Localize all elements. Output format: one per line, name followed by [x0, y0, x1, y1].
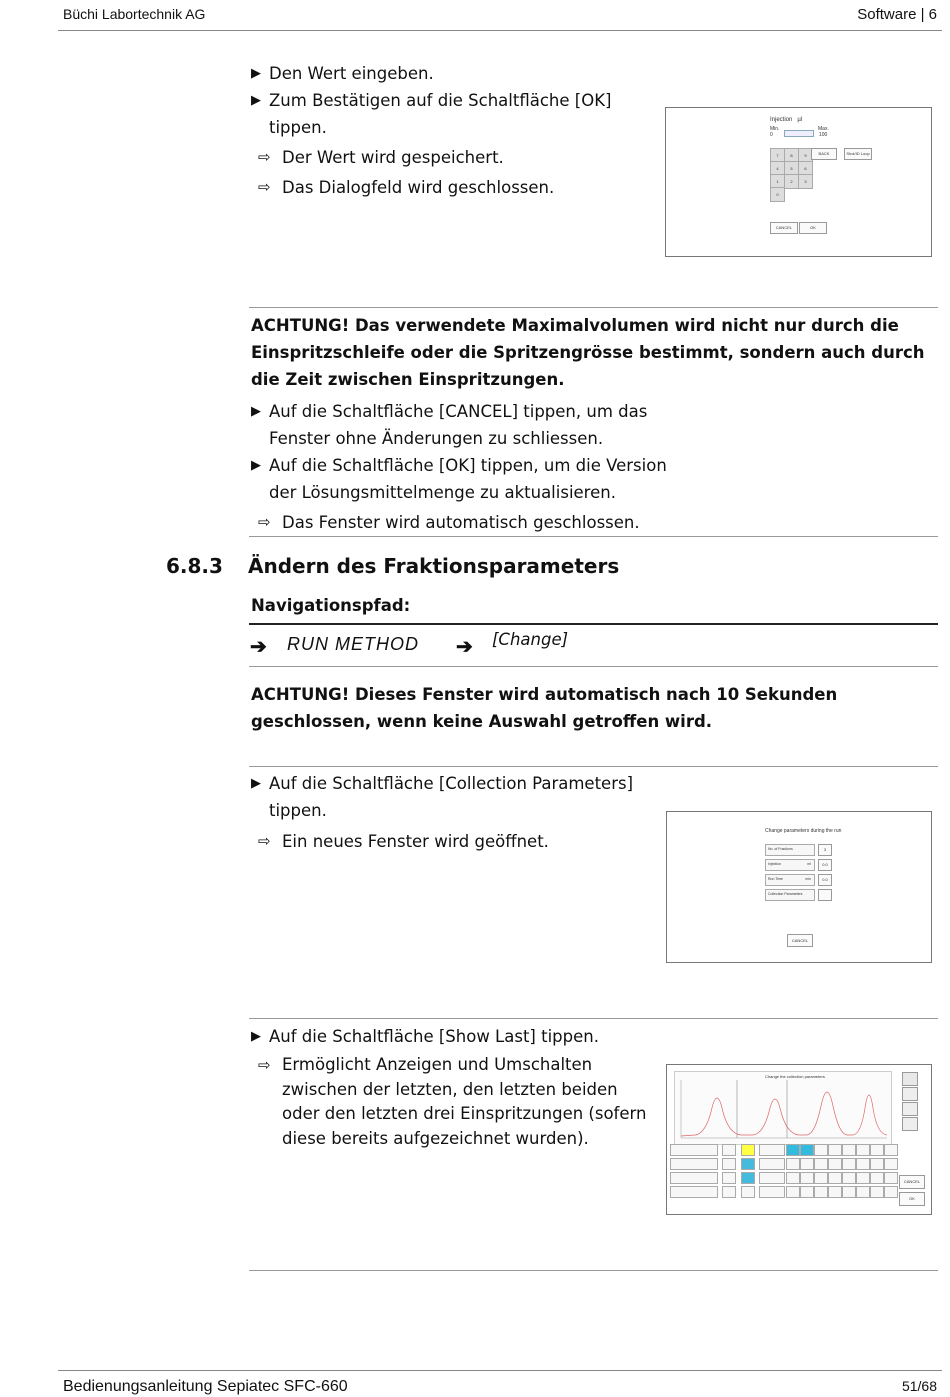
footer-rule — [58, 1370, 942, 1371]
parameter-label: Injection — [768, 862, 782, 866]
ok-button[interactable]: OK — [799, 222, 827, 234]
grid-cell[interactable] — [722, 1144, 736, 1156]
grid-cell[interactable] — [884, 1172, 898, 1184]
injection-dialog-screenshot — [665, 107, 932, 257]
show-last-button[interactable] — [902, 1072, 918, 1086]
dialog-title: Injection µl — [770, 117, 803, 123]
grid-cell[interactable] — [786, 1158, 800, 1170]
grid-cell[interactable] — [870, 1158, 884, 1170]
grid-cell[interactable] — [856, 1186, 870, 1198]
grid-cell[interactable] — [870, 1172, 884, 1184]
keypad-key[interactable]: 0 — [770, 187, 785, 202]
parameter-value-button[interactable]: 0.0 — [818, 859, 832, 871]
grid-cell[interactable] — [741, 1186, 755, 1198]
section-number: 6.8.3 — [166, 554, 223, 578]
divider — [249, 766, 938, 767]
back-button[interactable]: BACK — [811, 148, 837, 160]
warning-text: ACHTUNG! Das verwendete Maximalvolumen wird nicht nur durch die Einspritzschleife oder die Spritzengrösse bestimmt, sondern auch durch die Zeit zwischen Einspritzungen. — [251, 316, 925, 389]
grid-cell[interactable] — [786, 1144, 800, 1156]
grid-cell[interactable] — [814, 1158, 828, 1170]
parameter-field — [765, 844, 815, 856]
step-item: ▶ Auf die Schaltfläche [Show Last] tippen. — [251, 1023, 649, 1050]
grid-cell[interactable] — [722, 1172, 736, 1184]
footer-page: 51/68 — [901, 1378, 937, 1394]
grid-cell[interactable] — [856, 1172, 870, 1184]
grid-cell[interactable] — [741, 1172, 755, 1184]
nav-arrow-icon: ➔ — [456, 636, 473, 658]
step-marker-icon: ▶ — [251, 776, 261, 791]
value-field[interactable] — [784, 130, 814, 137]
grid-cell[interactable] — [842, 1144, 856, 1156]
parameter-value-button[interactable]: 0.0 — [818, 874, 832, 886]
result-item: ⇨ Der Wert wird gespeichert. — [258, 144, 504, 171]
nav-rule — [249, 623, 938, 625]
parameter-unit: min — [805, 877, 811, 881]
section-title: Ändern des Fraktionsparameters — [248, 554, 620, 578]
divider — [249, 307, 938, 308]
keypad-key[interactable]: 7 — [770, 148, 785, 163]
parameter-label: Run Time — [768, 877, 783, 881]
nav-item-run-method: RUN METHOD — [287, 634, 419, 654]
grid-cell[interactable] — [759, 1158, 785, 1170]
keypad-key[interactable]: 1 — [770, 174, 785, 189]
grid-cell[interactable] — [741, 1144, 755, 1156]
grid-cell[interactable] — [884, 1144, 898, 1156]
grid-cell[interactable] — [828, 1186, 842, 1198]
loop-button[interactable]: Shot/ID Loop — [844, 148, 872, 160]
grid-cell[interactable] — [741, 1158, 755, 1170]
grid-cell[interactable] — [870, 1144, 884, 1156]
step-marker-icon: ▶ — [251, 93, 261, 108]
parameter-field — [765, 889, 815, 901]
keypad-key[interactable]: 4 — [770, 161, 785, 176]
header-company: Büchi Labortechnik AG — [63, 6, 206, 22]
parameter-unit: ml — [807, 862, 811, 866]
grid-cell[interactable] — [722, 1158, 736, 1170]
grid-cell[interactable] — [670, 1172, 718, 1184]
grid-cell[interactable] — [786, 1186, 800, 1198]
grid-cell[interactable] — [814, 1172, 828, 1184]
min-value: 0 — [770, 132, 773, 138]
side-button[interactable] — [902, 1102, 918, 1116]
result-item: ⇨ Ermöglicht Anzeigen und Umschalten zwischen der letzten, den letzten beiden oder den letzten drei Einspritzungen (sofern diese bereits aufgezeichnet wurden). — [258, 1055, 647, 1148]
divider — [249, 1018, 938, 1019]
keypad-key[interactable]: 2 — [784, 174, 799, 189]
grid-cell[interactable] — [828, 1144, 842, 1156]
collection-parameters-screenshot — [666, 1064, 932, 1215]
grid-cell[interactable] — [842, 1158, 856, 1170]
keypad-key[interactable]: 6 — [798, 161, 813, 176]
nav-heading: Navigationspfad: — [251, 596, 411, 615]
grid-cell[interactable] — [828, 1172, 842, 1184]
step-marker-icon: ▶ — [251, 458, 261, 473]
header-rule — [58, 30, 942, 31]
grid-cell[interactable] — [842, 1172, 856, 1184]
grid-cell[interactable] — [814, 1186, 828, 1198]
grid-cell[interactable] — [842, 1186, 856, 1198]
min-label: Min. — [770, 126, 780, 132]
grid-cell[interactable] — [814, 1144, 828, 1156]
chart-title: Change the collection parameters — [765, 1074, 825, 1079]
grid-cell[interactable] — [884, 1186, 898, 1198]
divider — [249, 1270, 938, 1271]
step-item: ▶ Auf die Schaltfläche [Collection Parameters] tippen. — [251, 770, 649, 824]
grid-cell[interactable] — [786, 1172, 800, 1184]
side-button[interactable] — [902, 1117, 918, 1131]
parameter-value-button[interactable] — [818, 889, 832, 901]
keypad-key[interactable]: 8 — [784, 148, 799, 163]
result-arrow-icon: ⇨ — [258, 1056, 271, 1074]
step-marker-icon: ▶ — [251, 66, 261, 81]
grid-cell[interactable] — [670, 1158, 718, 1170]
step-marker-icon: ▶ — [251, 1029, 261, 1044]
result-arrow-icon: ⇨ — [258, 832, 271, 850]
cancel-button[interactable]: CANCEL — [770, 222, 798, 234]
result-item: ⇨ Das Dialogfeld wird geschlossen. — [258, 174, 554, 201]
divider — [249, 666, 938, 667]
step-item: ▶ Auf die Schaltfläche [CANCEL] tippen, um das Fenster ohne Änderungen zu schliessen. — [251, 398, 669, 452]
result-arrow-icon: ⇨ — [258, 148, 271, 166]
parameter-label: No. of Fractions — [768, 847, 793, 851]
grid-cell[interactable] — [884, 1158, 898, 1170]
grid-cell[interactable] — [800, 1186, 814, 1198]
footer-manual: Bedienungsanleitung Sepiatec SFC-660 — [63, 1378, 348, 1395]
parameter-field — [765, 874, 815, 886]
grid-cell[interactable] — [670, 1186, 718, 1198]
max-value: 100 — [819, 132, 828, 138]
cancel-button[interactable]: CANCEL — [899, 1175, 925, 1189]
step-marker-icon: ▶ — [251, 404, 261, 419]
grid-cell[interactable] — [670, 1144, 718, 1156]
result-arrow-icon: ⇨ — [258, 513, 271, 531]
ok-button[interactable]: OK — [899, 1192, 925, 1206]
grid-cell[interactable] — [800, 1158, 814, 1170]
parameter-value-button[interactable]: 3 — [818, 844, 832, 856]
grid-cell[interactable] — [722, 1186, 736, 1198]
grid-cell[interactable] — [870, 1186, 884, 1198]
side-button[interactable] — [902, 1087, 918, 1101]
grid-cell[interactable] — [856, 1144, 870, 1156]
keypad-key[interactable]: 9 — [798, 148, 813, 163]
grid-cell[interactable] — [828, 1158, 842, 1170]
max-label: Max. — [818, 126, 829, 132]
grid-cell[interactable] — [800, 1172, 814, 1184]
step-item: ▶ Den Wert eingeben. — [251, 60, 669, 87]
grid-cell[interactable] — [759, 1172, 785, 1184]
header-section: Software | 6 — [857, 6, 937, 23]
chromatogram-plot — [675, 1072, 891, 1144]
warning-text: ACHTUNG! Dieses Fenster wird automatisch nach 10 Sekunden geschlossen, wenn keine Auswahl getroffen wird. — [251, 685, 838, 731]
grid-cell[interactable] — [759, 1186, 785, 1198]
step-item: ▶ Zum Bestätigen auf die Schaltfläche [OK] tippen. — [251, 87, 619, 141]
parameter-label: Collection Parameters — [768, 892, 803, 896]
chromatogram-chart — [674, 1071, 892, 1145]
step-item: ▶ Auf die Schaltfläche [OK] tippen, um die Version der Lösungsmittelmenge zu aktualisieren. — [251, 452, 669, 506]
result-arrow-icon: ⇨ — [258, 178, 271, 196]
grid-cell[interactable] — [800, 1144, 814, 1156]
nav-item-change: [Change] — [492, 630, 569, 649]
cancel-button[interactable]: CANCEL — [787, 934, 813, 947]
keypad-key[interactable]: 5 — [784, 161, 799, 176]
result-item: ⇨ Ein neues Fenster wird geöffnet. — [258, 828, 549, 855]
dialog-title: Change parameters during the run — [765, 828, 842, 834]
change-parameters-screenshot — [666, 811, 932, 963]
keypad-key[interactable]: 3 — [798, 174, 813, 189]
nav-arrow-icon: ➔ — [250, 636, 267, 658]
result-item: ⇨ Das Fenster wird automatisch geschlossen. — [258, 509, 640, 536]
divider — [249, 536, 938, 537]
parameter-field — [765, 859, 815, 871]
grid-cell[interactable] — [759, 1144, 785, 1156]
grid-cell[interactable] — [856, 1158, 870, 1170]
